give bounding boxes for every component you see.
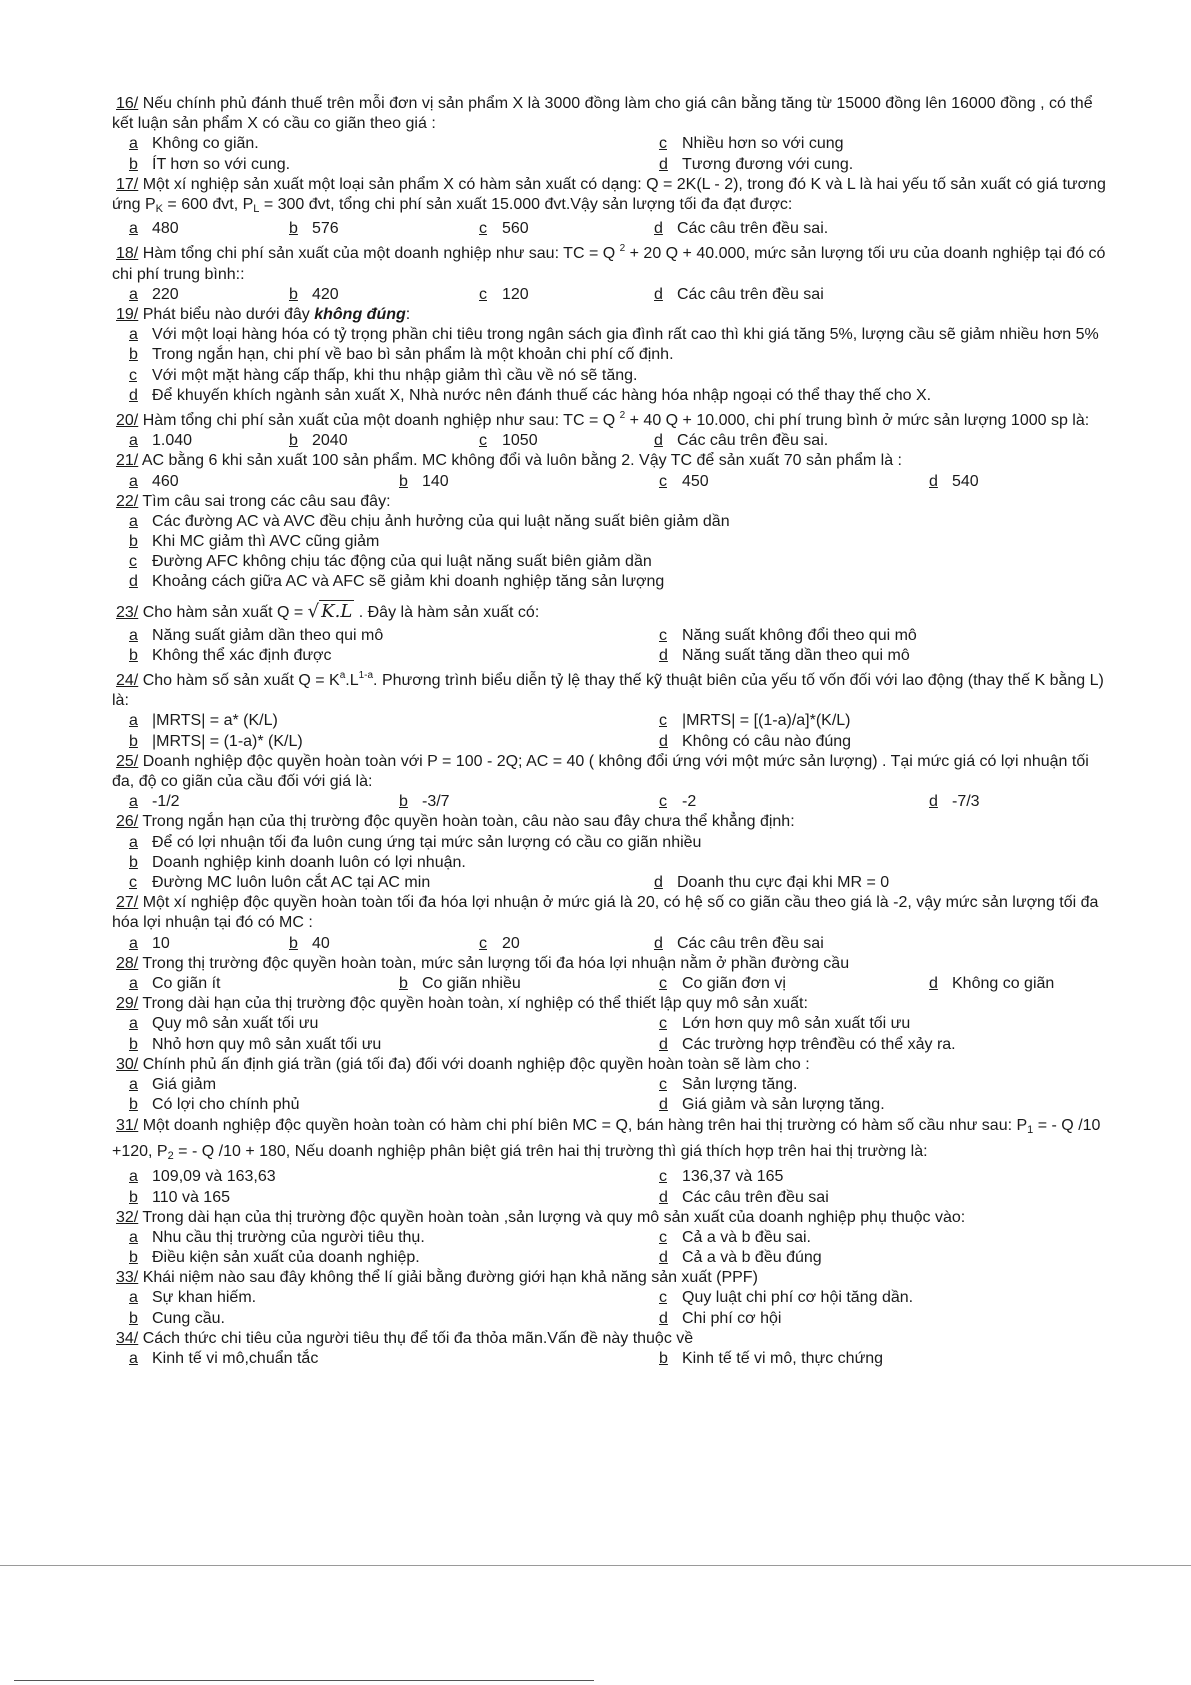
option-d[interactable]: d Các câu trên đều sai. [654,432,829,450]
option-row [112,1288,1110,1308]
option-b[interactable]: b 140 [399,472,449,490]
question-28: 28/ Trong thị trường độc quyền hoàn toàn, mức sản lượng tối đa hóa lợi nhuận nằm ở phần đường cầu [116,954,850,972]
option-d[interactable]: d Khoảng cách giữa AC và AFC sẽ giảm khi doanh nghiệp tăng sản lượng [129,573,665,591]
option-c[interactable]: c Nhiều hơn so với cung [659,135,844,153]
option-a[interactable]: a 1.040 [129,432,193,450]
option-c[interactable]: c Đường MC luôn luôn cắt AC tại AC min [129,874,431,891]
option-a[interactable]: a -1/2 [129,793,180,811]
option-a[interactable]: a Giá giảm [129,1075,217,1093]
question-31: 31/ Một doanh nghiệp độc quyền hoàn toàn có hàm chi phí biên MC = Q, bán hàng trên hai thị trường có hàm số cầu như sau: $P_1$ = - Q /10 +120, $P_2$ = - Q /10 + 180, Nếu doanh nghiệp phân biệt giá trên hai thị trường thì giá thích hợp trên hai thị trường là: [112,1117,1101,1163]
option-a[interactable]: a Với một loại hàng hóa có tỷ trọng phần chi tiêu trong ngân sách gia đình rất cao thì khi giá tăng 5%, lượng cầu sẽ giảm nhiều hơn 5% [129,326,1099,344]
question-23: 23/ Cho hàm sản xuất Q = √ K.L . Đây là hàm sản xuất có: [116,600,540,622]
question-number: 21/ [116,452,139,470]
option-c[interactable]: c 450 [659,472,709,490]
question-number: 23/ [116,603,139,621]
option-b[interactable]: b Không thể xác định được [129,646,332,664]
option-b[interactable]: b ÍT hơn so với cung. [129,155,291,173]
option-d[interactable]: d Không co giãn [929,974,1055,992]
option-d[interactable]: d 540 [929,472,979,490]
option-row [112,1095,1110,1115]
option-c[interactable]: c Năng suất không đổi theo qui mô [659,626,917,644]
question-30: 30/ Chính phủ ấn định giá trần (giá tối đa) đối với doanh nghiệp độc quyền hoàn toàn sẽ làm cho : [116,1055,810,1073]
option-b[interactable]: b Có lợi cho chính phủ [129,1096,300,1114]
option-d[interactable]: d Tương đương với cung. [659,155,854,173]
option-c[interactable]: c Co giãn đơn vị [659,974,786,992]
option-d[interactable]: d Năng suất tăng dần theo qui mô [659,646,910,664]
question-number: 32/ [116,1208,139,1226]
question-number: 26/ [116,813,139,831]
question-number: 30/ [116,1055,139,1073]
option-d[interactable]: d Để khuyến khích ngành sản xuất X, Nhà nước nên đánh thuế các hàng hóa nhập ngoại có thể thay thế cho X. [129,386,932,404]
option-b[interactable]: b Điều kiện sản xuất của doanh nghiệp. [129,1249,420,1267]
option-a[interactable]: a Sự khan hiếm. [129,1289,257,1307]
option-d[interactable]: d Các câu trên đều sai [654,285,824,303]
option-a[interactable]: a Năng suất giảm dần theo qui mô [129,626,384,644]
option-row [112,711,1110,731]
option-row [112,572,1110,592]
option-b[interactable]: b 40 [289,934,330,952]
option-a[interactable]: a Nhu cầu thị trường của người tiêu thụ. [129,1228,425,1246]
option-row [112,1248,1110,1268]
question-33: 33/ Khái niệm nào sau đây không thể lí giải bằng đường giới hạn khả năng sản xuất (PPF) [116,1269,758,1287]
option-a[interactable]: a 460 [129,472,179,490]
option-row [112,512,1110,532]
option-c[interactable]: c 20 [479,934,520,952]
option-c[interactable]: c Sản lượng tăng. [659,1075,798,1093]
option-c[interactable]: c Lớn hơn quy mô sản xuất tối ưu [659,1015,911,1033]
option-row [112,219,1110,239]
question-number: 31/ [116,1117,139,1135]
option-row [112,1228,1110,1248]
option-row [112,134,1110,154]
option-b[interactable]: b Nhỏ hơn quy mô sản xuất tối ưu [129,1035,382,1053]
option-row [112,853,1110,873]
option-row [112,732,1110,752]
question-number: 28/ [116,954,139,972]
option-b[interactable]: b 2040 [289,432,348,450]
option-row [112,833,1110,853]
option-d[interactable]: d Các câu trên đều sai. [654,220,829,238]
question-17: 17/ Một xí nghiệp sản xuất một loại sản phẩm X có hàm sản xuất có dạng: Q = 2K(L - 2), trong đó K và L là hai yếu tố sản xuất có giá tương ứng $P_K = 600$ đvt, $P_L = 300$ đvt, tổng chi phí sản xuất 15.000 đvt.Vậy sản lượng tối đa đạt được: [112,175,1106,215]
option-a[interactable]: a 109,09 và 163,63 [129,1168,276,1186]
question-22: 22/ Tìm câu sai trong các câu sau đây: [116,492,391,510]
option-a[interactable]: a 10 [129,934,170,952]
option-b[interactable]: b Doanh nghiệp kinh doanh luôn có lợi nhuận. [129,853,466,871]
option-c[interactable]: c |MRTS| = [(1-a)/a]*(K/L) [659,712,851,730]
question-24: 24/ Cho hàm số sản xuất $Q = K^a.L^{1-a}$. Phương trình biểu diễn tỷ lệ thay thế kỹ thuật biên của yếu tố vốn đối với lao động (thay thế K bằng L) là: [112,670,1104,710]
question-number: 16/ [116,95,139,112]
option-b[interactable]: b 420 [289,285,339,303]
option-row [112,934,1110,954]
option-row [112,626,1110,646]
question-number: 24/ [116,672,139,690]
question-29: 29/ Trong dài hạn của thị trường độc quyền hoàn toàn, xí nghiệp có thể thiết lập quy mô sản xuất: [116,995,808,1013]
option-c[interactable]: c 136,37 và 165 [659,1168,784,1186]
page-bottom-divider [0,1565,1191,1566]
question-number: 18/ [116,245,139,263]
question-19: 19/ Phát biểu nào dưới đây không đúng: [116,305,411,323]
option-row [112,873,1110,893]
option-b[interactable]: b Co giãn nhiều [399,974,521,992]
option-a[interactable]: a Để có lợi nhuận tối đa luôn cung ứng tại mức sản lượng có cầu co giãn nhiều [129,833,702,851]
option-row [112,155,1110,175]
option-a[interactable]: a 220 [129,285,179,303]
option-d[interactable]: d Các câu trên đều sai [654,934,824,952]
option-row [112,1014,1110,1034]
option-c[interactable]: c Với một mặt hàng cấp thấp, khi thu nhập giảm thì cầu về nó sẽ tăng. [129,366,638,384]
question-26: 26/ Trong ngắn hạn của thị trường độc quyền hoàn toàn, câu nào sau đây chưa thể khẳng định: [116,813,795,831]
option-d[interactable]: d Doanh thu cực đại khi MR = 0 [654,874,890,891]
option-row [112,792,1110,812]
option-b[interactable]: b Trong ngắn hạn, chi phí về bao bì sản phẩm là một khoản chi phí cố định. [129,346,674,364]
option-row [112,472,1110,492]
option-a[interactable]: a |MRTS| = a* (K/L) [129,712,278,730]
question-21: 21/ AC bằng 6 khi sản xuất 100 sản phẩm. MC không đổi và luôn bằng 2. Vậy TC để sản xuất 70 sản phẩm là : [116,452,902,470]
option-row [112,345,1110,365]
option-row [112,552,1110,572]
option-d[interactable]: d Các trường hợp trênđều có thể xảy ra. [659,1035,956,1053]
option-row [112,386,1110,406]
option-d[interactable]: d Chi phí cơ hội [659,1309,782,1327]
option-a[interactable]: a Co giãn ít [129,974,221,992]
question-number: 34/ [116,1329,139,1347]
question-number: 27/ [116,894,139,912]
question-18: 18/ Hàm tổng chi phí sản xuất của một doanh nghiệp như sau: TC = Q $^2$ + 20 Q + 40.000, mức sản lượng tối ưu của doanh nghiệp tại đó có chi phí trung bình:: [112,243,1106,283]
question-number: 20/ [116,411,139,429]
option-row [112,646,1110,666]
option-a[interactable]: a Kinh tế vi mô,chuẩn tắc [129,1350,319,1368]
option-b[interactable]: b -3/7 [399,793,450,811]
option-row [112,366,1110,386]
question-32: 32/ Trong dài hạn của thị trường độc quyền hoàn toàn ,sản lượng và quy mô sản xuất của doanh nghiệp phụ thuộc vào: [116,1208,966,1226]
option-row [112,1309,1110,1329]
question-number: 33/ [116,1269,139,1287]
option-row [112,431,1110,451]
question-25: 25/ Doanh nghiệp độc quyền hoàn toàn với P = 100 - 2Q; AC = 40 ( không đổi ứng với một mức sản lượng) . Tại mức giá có lợi nhuận tối đa, độ co giãn của cầu đối với giá là: [112,752,1089,791]
question-number: 22/ [116,492,139,510]
option-row [112,1188,1110,1208]
option-row [112,285,1110,305]
option-d[interactable]: d Không có câu nào đúng [659,732,852,750]
option-row [112,1167,1110,1187]
option-row [112,1075,1110,1095]
footer-divider [14,1680,594,1681]
question-number: 17/ [116,175,139,193]
question-27: 27/ Một xí nghiệp độc quyền hoàn toàn tối đa hóa lợi nhuận ở mức giá là 20, có hệ số co giãn cầu theo giá là -2, vậy mức sản lượng tối đa hóa lợi nhuận tại đó có MC : [112,894,1099,932]
option-b[interactable]: b |MRTS| = (1-a)* (K/L) [129,732,303,750]
option-a[interactable]: a Quy mô sản xuất tối ưu [129,1015,319,1033]
option-d[interactable]: d Cả a và b đều đúng [659,1249,822,1267]
option-c[interactable]: c 120 [479,285,529,303]
question-20: 20/ Hàm tổng chi phí sản xuất của một doanh nghiệp như sau: TC = Q $^2$ + 40 Q + 10.000, chi phí trung bình ở mức sản lượng 1000 sp là: [116,409,1090,429]
option-d[interactable]: d Giá giảm và sản lượng tăng. [659,1096,885,1114]
option-b[interactable]: b Khi MC giảm thì AVC cũng giảm [129,533,380,551]
option-b[interactable]: b 576 [289,220,339,238]
option-row [112,974,1110,994]
square-root-formula: √ K.L [307,600,353,622]
option-row [112,1349,1110,1369]
question-number: 19/ [116,305,139,323]
option-a[interactable]: a Các đường AC và AVC đều chịu ảnh hưởng của qui luật năng suất biên giảm dần [129,512,730,530]
option-c[interactable]: c -2 [659,793,697,811]
question-stem: Nếu chính phủ đánh thuế trên mỗi đơn vị sản phẩm X là 3000 đồng làm cho giá cân bằng tăng từ 15000 đồng lên 16000 đồng , có thể kết luận sản phẩm X có cầu co giãn theo giá : [112,95,1093,133]
option-row [112,1035,1110,1055]
question-16 [112,94,1110,134]
question-number: 25/ [116,752,139,770]
option-d[interactable]: d -7/3 [929,793,980,811]
question-34: 34/ Cách thức chi tiêu của người tiêu thụ để tối đa thỏa mãn.Vấn đề này thuộc về [116,1329,694,1347]
option-b[interactable]: b Cung cầu. [129,1309,225,1327]
option-c[interactable]: c Quy luật chi phí cơ hội tăng dần. [659,1289,914,1307]
question-number: 29/ [116,995,139,1013]
option-row [112,532,1110,552]
option-a[interactable]: a Không co giãn. [129,135,259,153]
option-c[interactable]: c 1050 [479,432,538,450]
exam-page [112,94,1110,1369]
option-c[interactable]: c Đường AFC không chịu tác động của qui luật năng suất biên giảm dần [129,553,652,571]
option-d[interactable]: d Các câu trên đều sai [659,1188,829,1206]
option-c[interactable]: c Cả a và b đều sai. [659,1228,811,1246]
option-c[interactable]: c 560 [479,220,529,238]
option-b[interactable]: b Kinh tế tế vi mô, thực chứng [659,1350,884,1368]
option-b[interactable]: b 110 và 165 [129,1188,230,1206]
option-a[interactable]: a 480 [129,220,179,238]
